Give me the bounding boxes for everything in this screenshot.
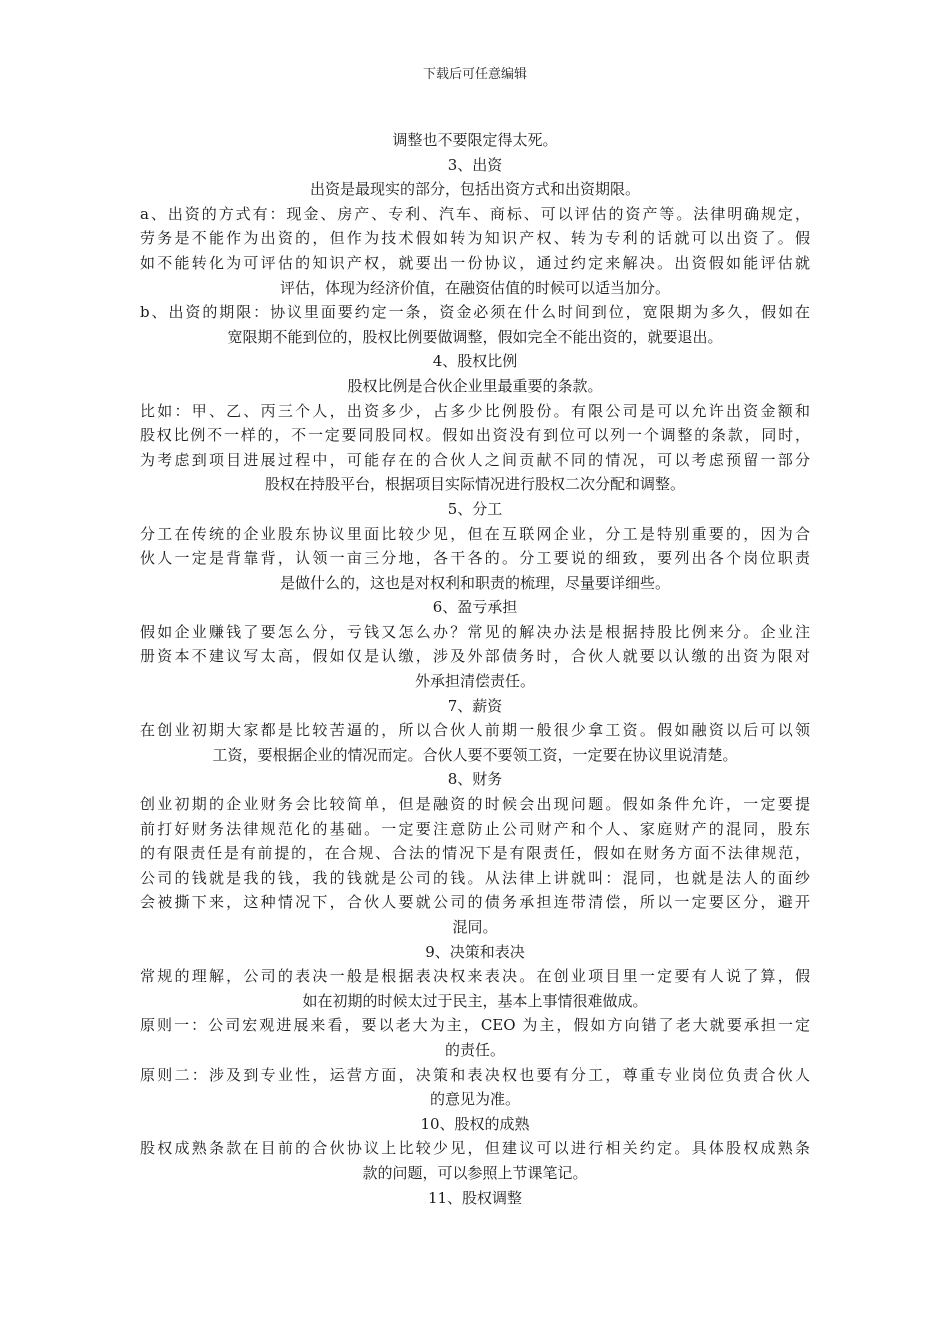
- text-line: 混同。: [452, 918, 498, 936]
- text-line: 9、决策和表决: [425, 942, 525, 961]
- text-line: 股权在持股平台，根据项目实际情况进行股权二次分配和调整。: [264, 475, 685, 494]
- text-line: 是做什么的，这也是对权利和职责的梳理，尽量要详细些。: [279, 573, 670, 592]
- text-line: 股权成熟条款在目前的合伙协议上比较少见，但建议可以进行相关约定。具体股权成熟条: [140, 1139, 810, 1158]
- text-line: 公司的钱就是我的钱，我的钱就是公司的钱。从法律上讲就叫：混同，也就是法人的面纱: [140, 868, 810, 887]
- text-line: a、出资的方式有：现金、房产、专利、汽车、商标、可以评估的资产等。法律明确规定，: [140, 204, 810, 223]
- text-line: 在创业初期大家都是比较苦逼的，所以合伙人前期一般很少拿工资。假如融资以后可以领: [140, 721, 810, 740]
- text-line: 的意见为准。: [429, 1090, 520, 1109]
- text-line: 原则二：涉及到专业性，运营方面，决策和表决权也要有分工，尊重专业岗位负责合伙人: [140, 1065, 810, 1084]
- text-line: 3、出资: [447, 155, 503, 174]
- text-line: 创业初期的企业财务会比较简单，但是融资的时候会出现问题。假如条件允许，一定要提: [140, 795, 810, 814]
- text-line: 5、分工: [447, 499, 503, 518]
- text-line: 原则一：公司宏观进展来看，要以老大为主，CEO 为主，假如方向错了老大就要承担一定: [140, 1016, 810, 1035]
- text-line: 宽限期不能到位的，股权比例要做调整，假如完全不能出资的，就要退出。: [227, 327, 723, 346]
- text-line: 如不能转化为可评估的知识产权，就要出一份协议，通过约定来解决。出资假如能评估就: [140, 253, 810, 272]
- text-line: 款的问题，可以参照上节课笔记。: [362, 1163, 588, 1182]
- text-line: 8、财务: [447, 770, 503, 789]
- text-line: 工资，要根据企业的情况而定。合伙人要不要领工资，一定要在协议里说清楚。: [212, 745, 738, 764]
- text-line: 外承担清偿责任。: [414, 672, 535, 691]
- text-line: 6、盈亏承担: [432, 598, 518, 617]
- text-line: 如在初期的时候太过于民主，基本上事情很难做成。: [302, 991, 648, 1010]
- text-line: 册资本不建议写太高，假如仅是认缴，涉及外部债务时，合伙人就要以认缴的出资为限对: [140, 647, 810, 666]
- text-line: 分工在传统的企业股东协议里面比较少见，但在互联网企业，分工是特别重要的，因为合: [140, 524, 810, 543]
- text-line: 假如企业赚钱了要怎么分，亏钱又怎么办？常见的解决办法是根据持股比例来分。企业注: [140, 622, 810, 641]
- text-line: b、出资的期限：协议里面要约定一条，资金必须在什么时间到位，宽限期为多久，假如在: [140, 303, 810, 322]
- text-line: 的责任。: [444, 1040, 505, 1059]
- text-line: 股权比例是合伙企业里最重要的条款。: [347, 376, 603, 395]
- text-line: 会被撕下来，这种情况下，合伙人要就公司的债务承担连带清偿，所以一定要区分，避开: [140, 893, 810, 912]
- text-line: 常规的理解，公司的表决一般是根据表决权来表决。在创业项目里一定要有人说了算，假: [140, 967, 810, 986]
- page-header: 下载后可任意编辑: [422, 67, 527, 82]
- text-line: 前打好财务法律规范化的基础。一定要注意防止公司财产和个人、家庭财产的混同，股东: [140, 819, 810, 838]
- text-line: 10、股权的成熟: [420, 1114, 530, 1133]
- text-line: 评估，体现为经济价值，在融资估值的时候可以适当加分。: [279, 278, 670, 297]
- text-line: 调整也不要限定得太死。: [392, 131, 558, 149]
- text-line: 为考虑到项目进展过程中，可能存在的合伙人之间贡献不同的情况，可以考虑预留一部分: [140, 450, 810, 469]
- text-line: 7、薪资: [447, 696, 503, 715]
- text-line: 出资是最现实的部分，包括出资方式和出资期限。: [309, 180, 640, 199]
- document-body: [140, 128, 810, 1210]
- text-line: 伙人一定是背靠背，认领一亩三分地，各干各的。分工要说的细致，要列出各个岗位职责: [140, 549, 810, 568]
- text-line: 劳务是不能作为出资的，但作为技术假如转为知识产权、转为专利的话就可以出资了。假: [140, 229, 810, 248]
- text-line: 的有限责任是有前提的，在合规、合法的情况下是有限责任，假如在财务方面不法律规范，: [140, 844, 810, 863]
- text-line: 4、股权比例: [432, 352, 518, 371]
- text-line: 比如：甲、乙、丙三个人，出资多少，占多少比例股份。有限公司是可以允许出资金额和: [140, 401, 810, 420]
- text-line: 股权比例不一样的，不一定要同股同权。假如出资没有到位可以列一个调整的条款，同时，: [140, 426, 810, 445]
- text-line: 11、股权调整: [427, 1188, 523, 1207]
